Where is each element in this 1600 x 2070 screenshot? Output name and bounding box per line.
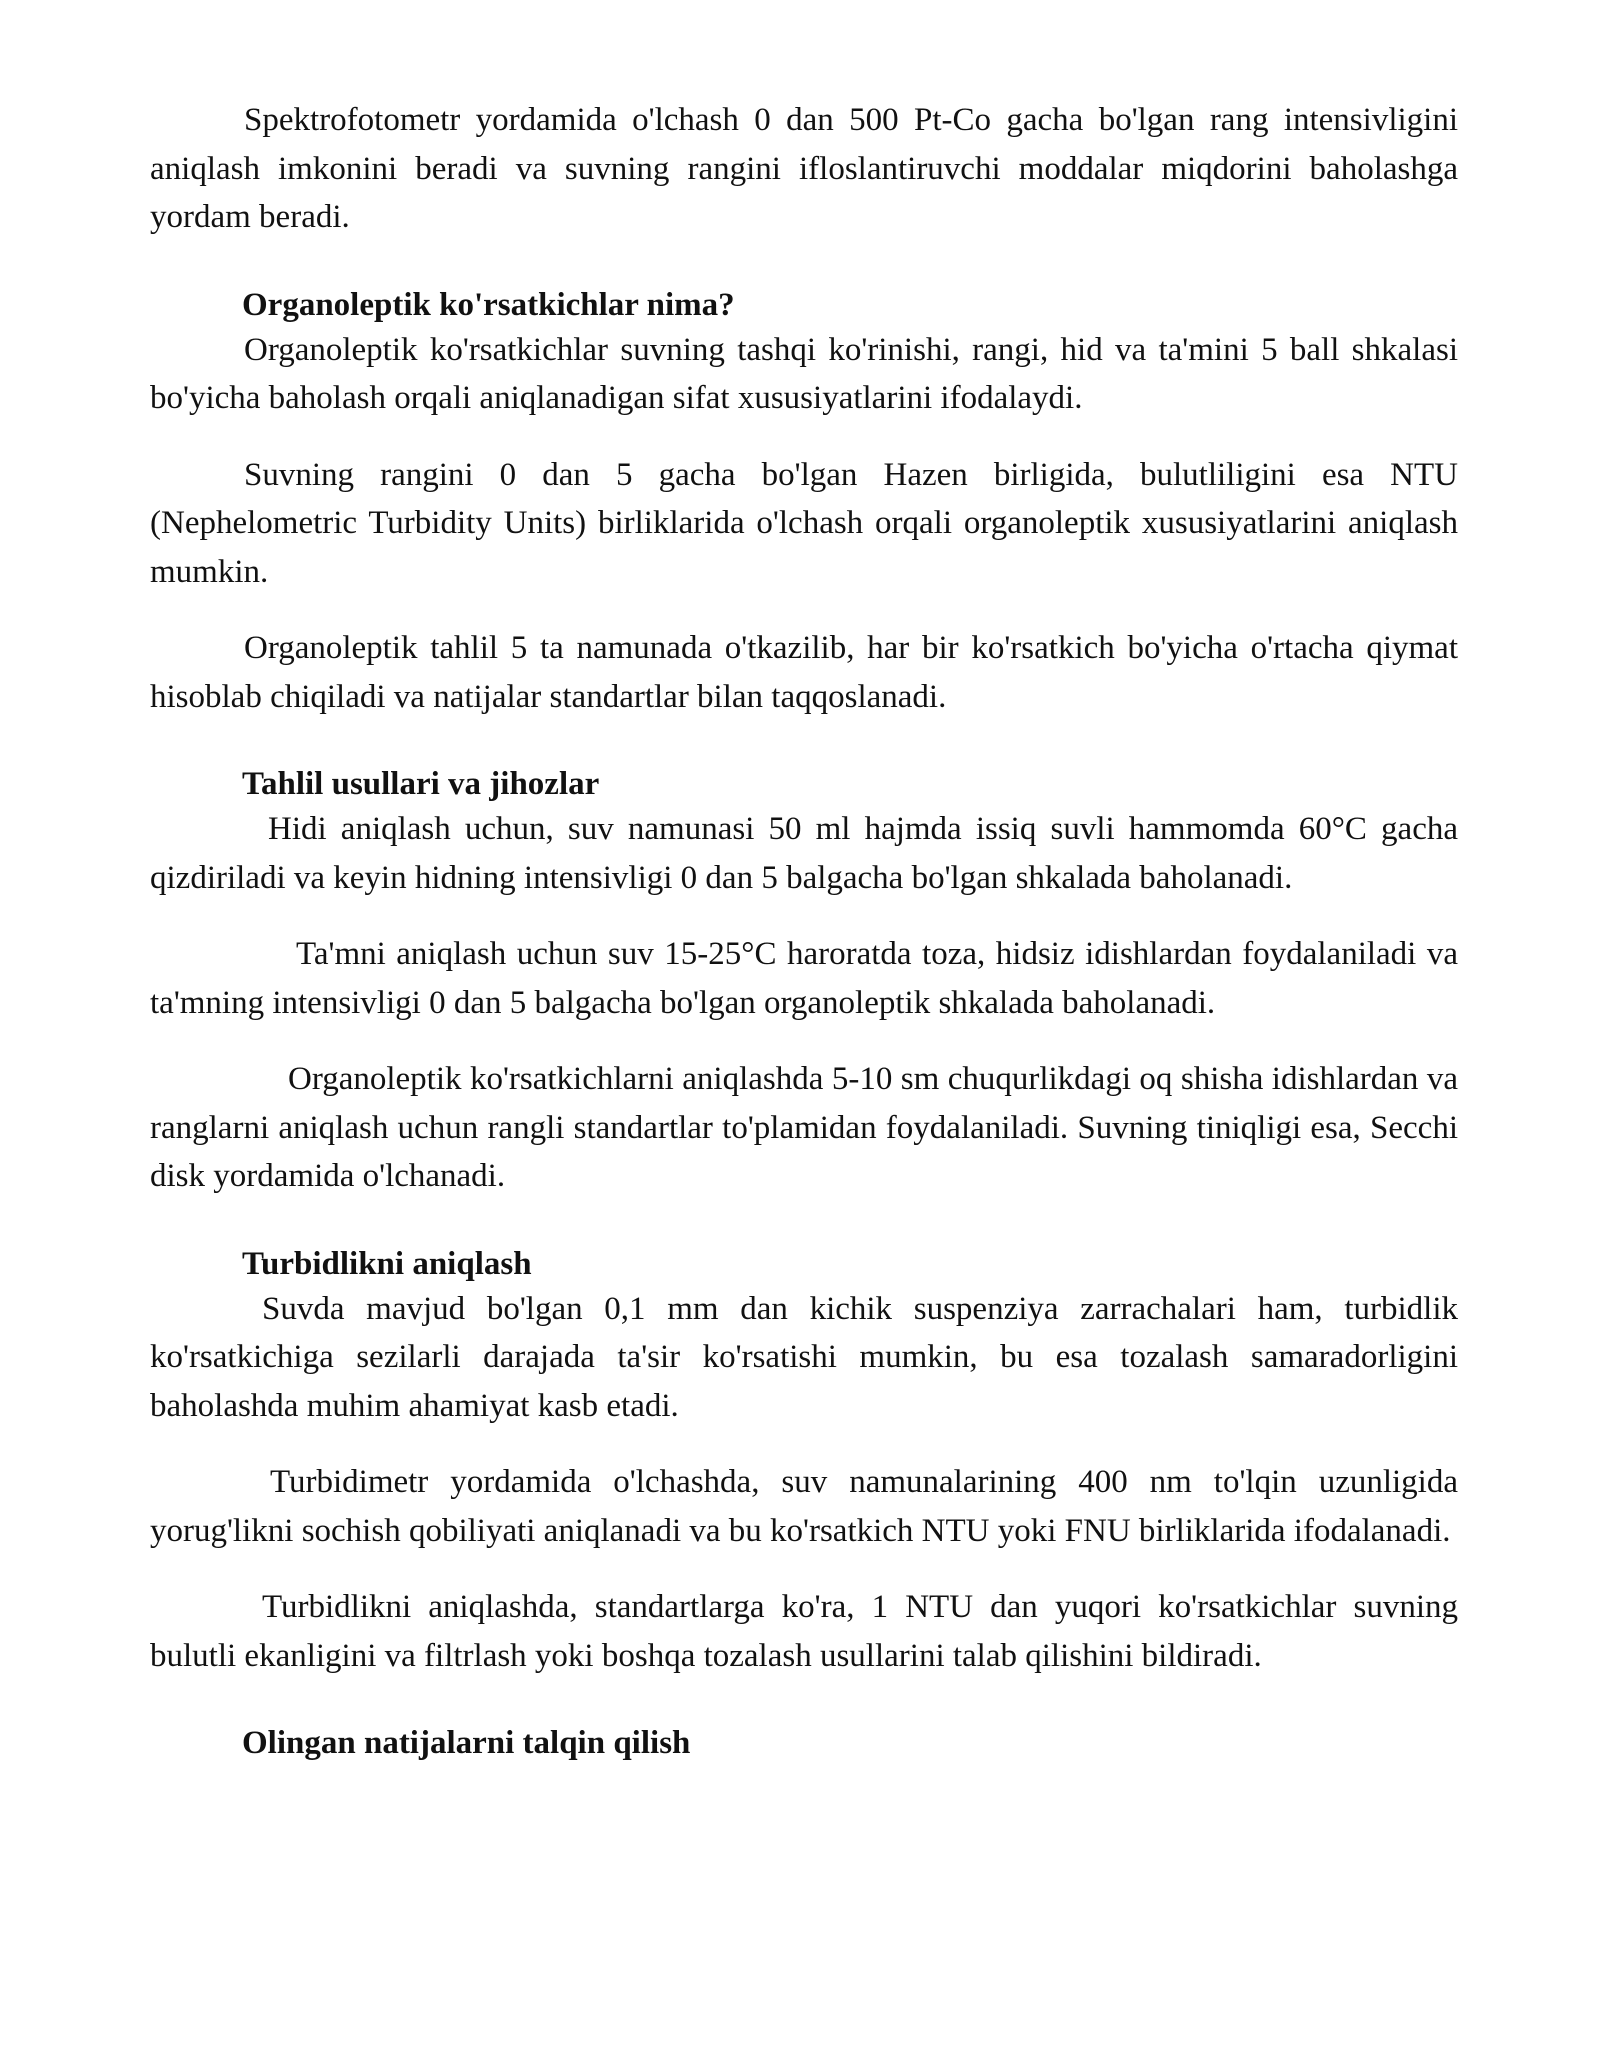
paragraph-spectrophotometer: Spektrofotometr yordamida o'lchash 0 dan 500 Pt-Co gacha bo'lgan rang intensivligini aniqlash imkonini beradi va suvning rangini ifloslantiruvchi moddalar miqdorini baholashga yordam beradi. [150, 102, 1458, 235]
paragraph-turbidimeter: Turbidimetr yordamida o'lchashda, suv namunalarining 400 nm to'lqin uzunligida yorug'likni sochish qobiliyati aniqlanadi va bu ko'rsatkich NTU yoki FNU birliklarida ifodalanadi. [150, 1464, 1458, 1549]
heading-analysis-methods: Tahlil usullari va jihozlar [242, 766, 600, 802]
paragraph-turbidity-standards: Turbidlikni aniqlashda, standartlarga ko'ra, 1 NTU dan yuqori ko'rsatkichlar suvning bulutli ekanligini va filtrlash yoki boshqa tozalash usullarini talab qilishini bildiradi. [150, 1589, 1458, 1674]
paragraph-equipment: Organoleptik ko'rsatkichlarni aniqlashda 5-10 sm chuqurlikdagi oq shisha idishlardan va ranglarni aniqlash uchun rangli standartlar to'plamidan foydalaniladi. Suvning tiniqligi esa, Secchi disk yordamida o'lchanadi. [150, 1061, 1458, 1194]
heading-turbidity: Turbidlikni aniqlash [242, 1245, 532, 1282]
paragraph-organoleptic-definition: Organoleptik ko'rsatkichlar suvning tashqi ko'rinishi, rangi, hid va ta'mini 5 ball shkalasi bo'yicha baholash orqali aniqlanadigan sifat xususiyatlarini ifodalaydi. [150, 331, 1458, 416]
paragraph-taste: Ta'mni aniqlash uchun suv 15-25°C haroratda toza, hidsiz idishlardan foydalaniladi va ta'mning intensivligi 0 dan 5 balgacha bo'lgan organoleptik shkalada baholanadi. [150, 936, 1458, 1021]
paragraph-smell: Hidi aniqlash uchun, suv namunasi 50 ml hajmda issiq suvli hammomda 60°C gacha qizdiriladi va keyin hidning intensivligi 0 dan 5 balgacha bo'lgan shkalada baholanadi. [150, 811, 1458, 896]
heading-organoleptic-indicators: Organoleptik ko'rsatkichlar nima? [242, 286, 735, 323]
document-page [150, 96, 1458, 1764]
paragraph-hazen-ntu: Suvning rangini 0 dan 5 gacha bo'lgan Hazen birligida, bulutliligini esa NTU (Nephelometric Turbidity Units) birliklarida o'lchash orqali organoleptik xususiyatlarini aniqlash mumkin. [150, 456, 1458, 590]
paragraph-organoleptic-analysis: Organoleptik tahlil 5 ta namunada o'tkazilib, har bir ko'rsatkich bo'yicha o'rtacha qiymat hisoblab chiqiladi va natijalar standartlar bilan taqqoslanadi. [150, 630, 1458, 715]
paragraph-suspension: Suvda mavjud bo'lgan 0,1 mm dan kichik suspenziya zarrachalari ham, turbidlik ko'rsatkichiga sezilarli darajada ta'sir ko'rsatishi mumkin, bu esa tozalash samaradorligini baholashda muhim ahamiyat kasb etadi. [150, 1290, 1458, 1424]
heading-interpretation: Olingan natijalarni talqin qilish [242, 1725, 691, 1761]
